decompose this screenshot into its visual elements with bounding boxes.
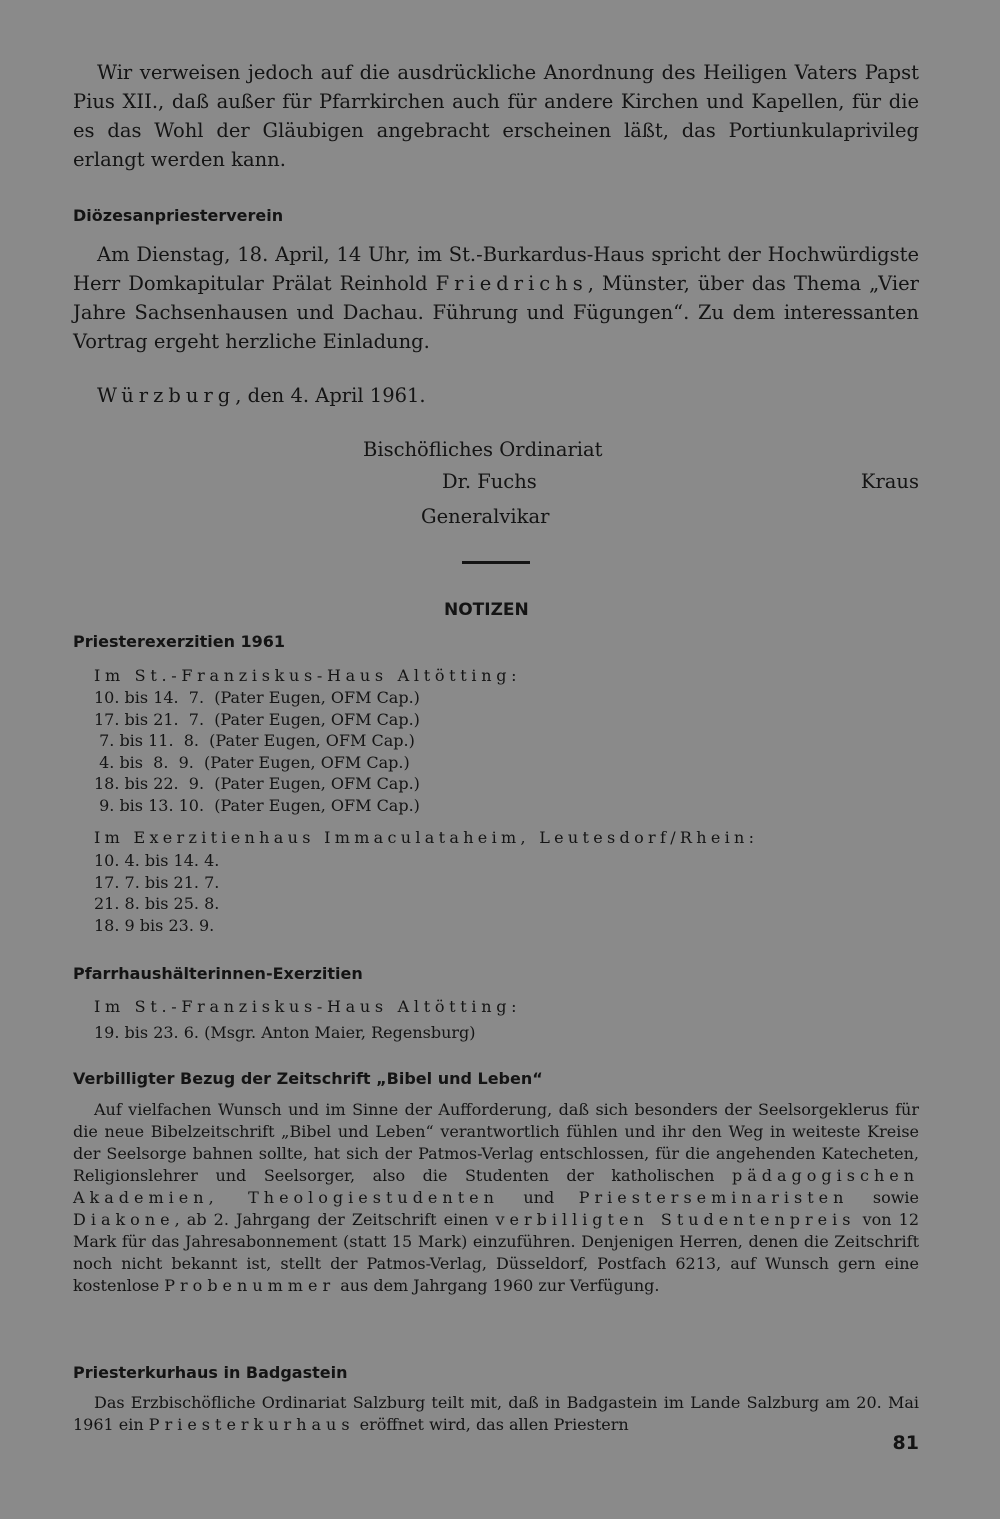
list-item: 10. 4. bis 14. 4. [94,851,220,870]
section-divider [462,561,530,564]
kurhaus-paragraph: Das Erzbischöfliche Ordinariat Salzburg teilt mit, daß in Badgastein im Lande Salzburg am 20. Mai 1961 ein Priesterkurhaus eröffnet wird, das allen Priestern [73,1393,919,1434]
kurhaus-heading: Priesterkurhaus in Badgastein [73,1363,348,1382]
list-item: 18. bis 22. 9. (Pater Eugen, OFM Cap.) [94,774,420,793]
page-number: 81 [892,1432,919,1454]
exerzitien-location-2: Im Exerzitienhaus Immaculataheim, Leutesdorf/Rhein: [94,828,759,847]
signature-name-right: Kraus [860,470,919,493]
exerzitien-heading: Priesterexerzitien 1961 [73,632,286,651]
dateline-date: , den 4. April 1961. [235,384,426,407]
intro-paragraph: Wir verweisen jedoch auf die ausdrückliche Anordnung des Heiligen Vaters Papst Pius XII., daß außer für Pfarrkirchen auch für andere Kirchen und Kapellen, für die es das Wohl der Gläubigen angebracht erscheinen läßt, das Portiunkulaprivileg erlangt werden kann. [73,61,919,171]
list-item: 17. bis 21. 7. (Pater Eugen, OFM Cap.) [94,709,420,729]
pfarr-row: 19. bis 23. 6. (Msgr. Anton Maier, Regensburg) [94,1023,476,1042]
list-item: 10. bis 14. 7. (Pater Eugen, OFM Cap.) [94,688,420,707]
bibel-paragraph: Auf vielfachen Wunsch und im Sinne der Aufforderung, daß sich besonders der Seelsorgeklerus für die neue Bibelzeitschrift „Bibel und Leben“ verantwortlich fühlen und ihr den Weg in weiteste Kreise der Seelsorge bahnen sollte, hat sich der Patmos-Verlag entschlossen, für die angehenden Katecheten, Religionslehrer und Seelsorger, also die Studenten der katholischen pädagogischen Akademien, Theologiestudenten und Priesterseminaristen sowie Diakone, ab 2. Jahrgang der Zeitschrift einen verbilligten Studentenpreis von 12 Mark für das Jahresabonnement (statt 15 Mark) einzuführen. Denjenigen Herren, denen die Zeitschrift noch nicht bekannt ist, stellt der Patmos-Verlag, Düsseldorf, Postfach 6213, auf Wunsch gern eine kostenlose Probenummer aus dem Jahrgang 1960 zur Verfügung. [73,1100,920,1295]
list-item: 9. bis 13. 10. (Pater Eugen, OFM Cap.) [94,795,420,815]
exerzitien-location-1: Im St.-Franziskus-Haus Altötting: [94,666,522,685]
signature-name-left: Dr. Fuchs [442,470,537,493]
list-item: 17. 7. bis 21. 7. [94,872,220,892]
exerzitien-list-1 [94,687,420,816]
pfarr-location: Im St.-Franziskus-Haus Altötting: [94,997,522,1016]
signature-title-left: Generalvikar [421,505,550,528]
list-item: 18. 9 bis 23. 9. [94,915,215,935]
dateline-place: Würzburg [97,384,236,407]
exerzitien-list-2 [94,850,219,936]
speaker-name: Friedrichs [435,272,588,295]
list-item: 4. bis 8. 9. (Pater Eugen, OFM Cap.) [94,752,410,772]
dioezesan-paragraph: Am Dienstag, 18. April, 14 Uhr, im St.-Burkardus-Haus spricht der Hochwürdigste Herr Domkapitular Prälat Reinhold Friedrichs, Münster, über das Thema „Vier Jahre Sachsenhausen und Dachau. Führung und Fügungen“. Zu dem interessanten Vortrag ergeht herzliche Einladung. [73,243,919,353]
list-item: 21. 8. bis 25. 8. [94,894,220,913]
signature-office: Bischöfliches Ordinariat [363,438,603,461]
pfarr-heading: Pfarrhaushälterinnen-Exerzitien [73,964,363,983]
notizen-title: NOTIZEN [444,600,529,620]
dateline [73,381,426,410]
list-item: 7. bis 11. 8. (Pater Eugen, OFM Cap.) [94,731,415,750]
dioezesan-heading: Diözesanpriesterverein [73,206,284,225]
bibel-heading: Verbilligter Bezug der Zeitschrift „Bibel und Leben“ [73,1069,543,1088]
